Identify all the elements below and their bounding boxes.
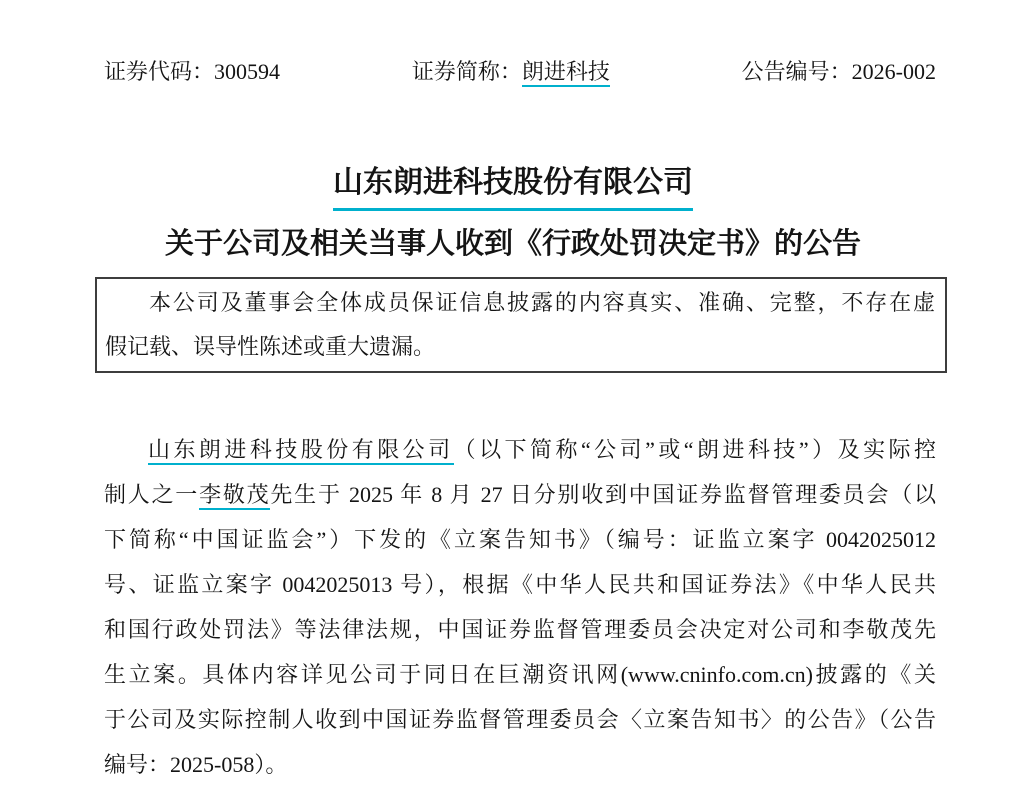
body-line-7: 于公司及实际控制人收到中国证券监督管理委员会〈立案告知书〉的公告》（公告 [104, 707, 936, 732]
statement-line-1: 本公司及董事会全体成员保证信息披露的内容真实、准确、完整，不存在虚 [149, 290, 935, 315]
body-line-8: 编号：2025-058）。 [104, 752, 288, 777]
body-text: 制人之一 [104, 482, 200, 507]
body-line-6: 生立案。具体内容详见公司于同日在巨潮资讯网(www.cninfo.com.cn)披露的《关 [104, 662, 936, 687]
body-text: 先生于 2025 年 8 月 27 日分别收到中国证券监督管理委员会（以 [270, 482, 936, 507]
stock-name-label: 证券简称： [411, 59, 522, 84]
company-name-entity: 山东朗进科技股份有限公司 [148, 437, 454, 465]
body-text: （以下简称“公司”或“朗进科技”）及实际控 [453, 437, 936, 462]
body-line-4: 号、证监立案字 0042025013 号），根据《中华人民共和国证券法》《中华人民共 [104, 572, 936, 597]
document-body [104, 427, 936, 787]
announcement-title: 关于公司及相关当事人收到《行政处罚决定书》的公告 [164, 228, 861, 260]
stock-name [412, 56, 610, 88]
body-line-3: 下简称“中国证监会”）下发的《立案告知书》（编号：证监立案字 0042025012 [104, 527, 936, 552]
disclosure-statement-box [95, 277, 947, 373]
company-title-text: 山东朗进科技股份有限公司 [333, 162, 693, 211]
body-line-2 [104, 472, 936, 517]
announcement-number: 公告编号：2026-002 [741, 59, 936, 84]
person-name-entity: 李敬茂 [199, 482, 270, 510]
body-line-5: 和国行政处罚法》等法律法规，中国证券监督管理委员会决定对公司和李敬茂先 [104, 617, 936, 642]
company-title [0, 162, 1026, 211]
statement-line-2: 假记载、误导性陈述或重大遗漏。 [105, 334, 436, 359]
stock-name-value: 朗进科技 [522, 59, 610, 87]
document-header [104, 56, 936, 88]
stock-code: 证券代码：300594 [104, 59, 281, 84]
body-line-1 [104, 427, 936, 472]
